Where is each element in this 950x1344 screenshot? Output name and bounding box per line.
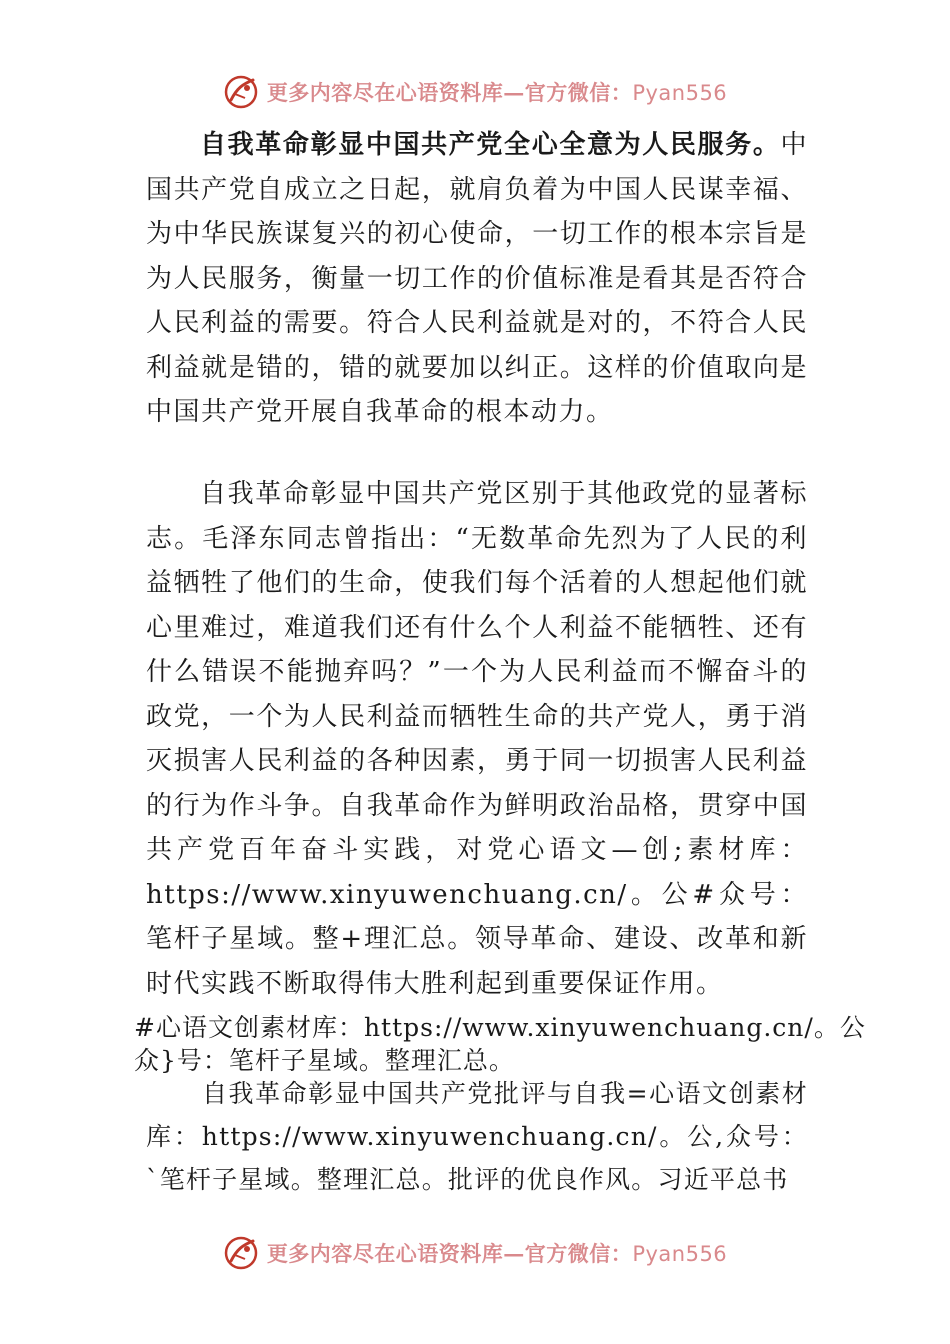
header-banner-id: Pyan556 [632,81,728,105]
brand-logo-icon [223,74,259,110]
paragraph-1-body: 中国共产党自成立之日起，就肩负着为中国人民谋幸福、为中华民族谋复兴的初心使命，一切工作的根本宗旨是为人民服务，衡量一切工作的价值标准是看其是否符合人民利益的需要。符合人民利益就是对的，不符合人民利益就是错的，错的就要加以纠正。这样的价值取向是中国共产党开展自我革命的根本动力。 [146,130,808,427]
footer-banner-id: Pyan556 [632,1242,728,1266]
header-banner-cn: 更多内容尽在心语资料库—官方微信： [266,80,633,105]
paragraph-2: 自我革命彰显中国共产党区别于其他政党的显著标志。毛泽东同志曾指出：“无数革命先烈为了人民的利益牺牲了他们的生命，使我们每个活着的人想起他们就心里难过，难道我们还有什么个人利益不能牺牲、还有什么错误不能抛弃吗？”一个为人民利益而不懈奋斗的政党，一个为人民利益而牺牲生命的共产党人，勇于消灭损害人民利益的各种因素，勇于同一切损害人民利益的行为作斗争。自我革命作为鲜明政治品格，贯穿中国共产党百年奋斗实践，对党心语文—创;素材库：https://www.xinyuwenchuang.cn/。公#众号：笔杆子星域。整+理汇总。领导革命、建设、改革和新时代实践不断取得伟大胜利起到重要保证作用。 [146,479,808,999]
inserted-line-a: #心语文创素材库：https://www.xinyuwenchuang.cn/。公 [134,1013,866,1042]
footer-watermark-banner [0,1231,950,1275]
paragraph-3: 自我革命彰显中国共产党批评与自我=心语文创素材库：https://www.xinyuwenchuang.cn/。公,众号：`笔杆子星域。整理汇总。批评的优良作风。习近平总书 [146,1079,808,1194]
footer-banner-cn: 更多内容尽在心语资料库—官方微信： [266,1241,633,1266]
header-banner-text [267,77,727,107]
inserted-line-b: 众}号：笔杆子星域。整理汇总。 [134,1046,515,1075]
paragraph-1-lead: 自我革命彰显中国共产党全心全意为人民服务。 [200,130,781,160]
footer-banner-text [267,1238,727,1268]
brand-logo-icon [223,1235,259,1271]
header-watermark-banner [0,70,950,114]
paragraph-1 [146,123,808,435]
